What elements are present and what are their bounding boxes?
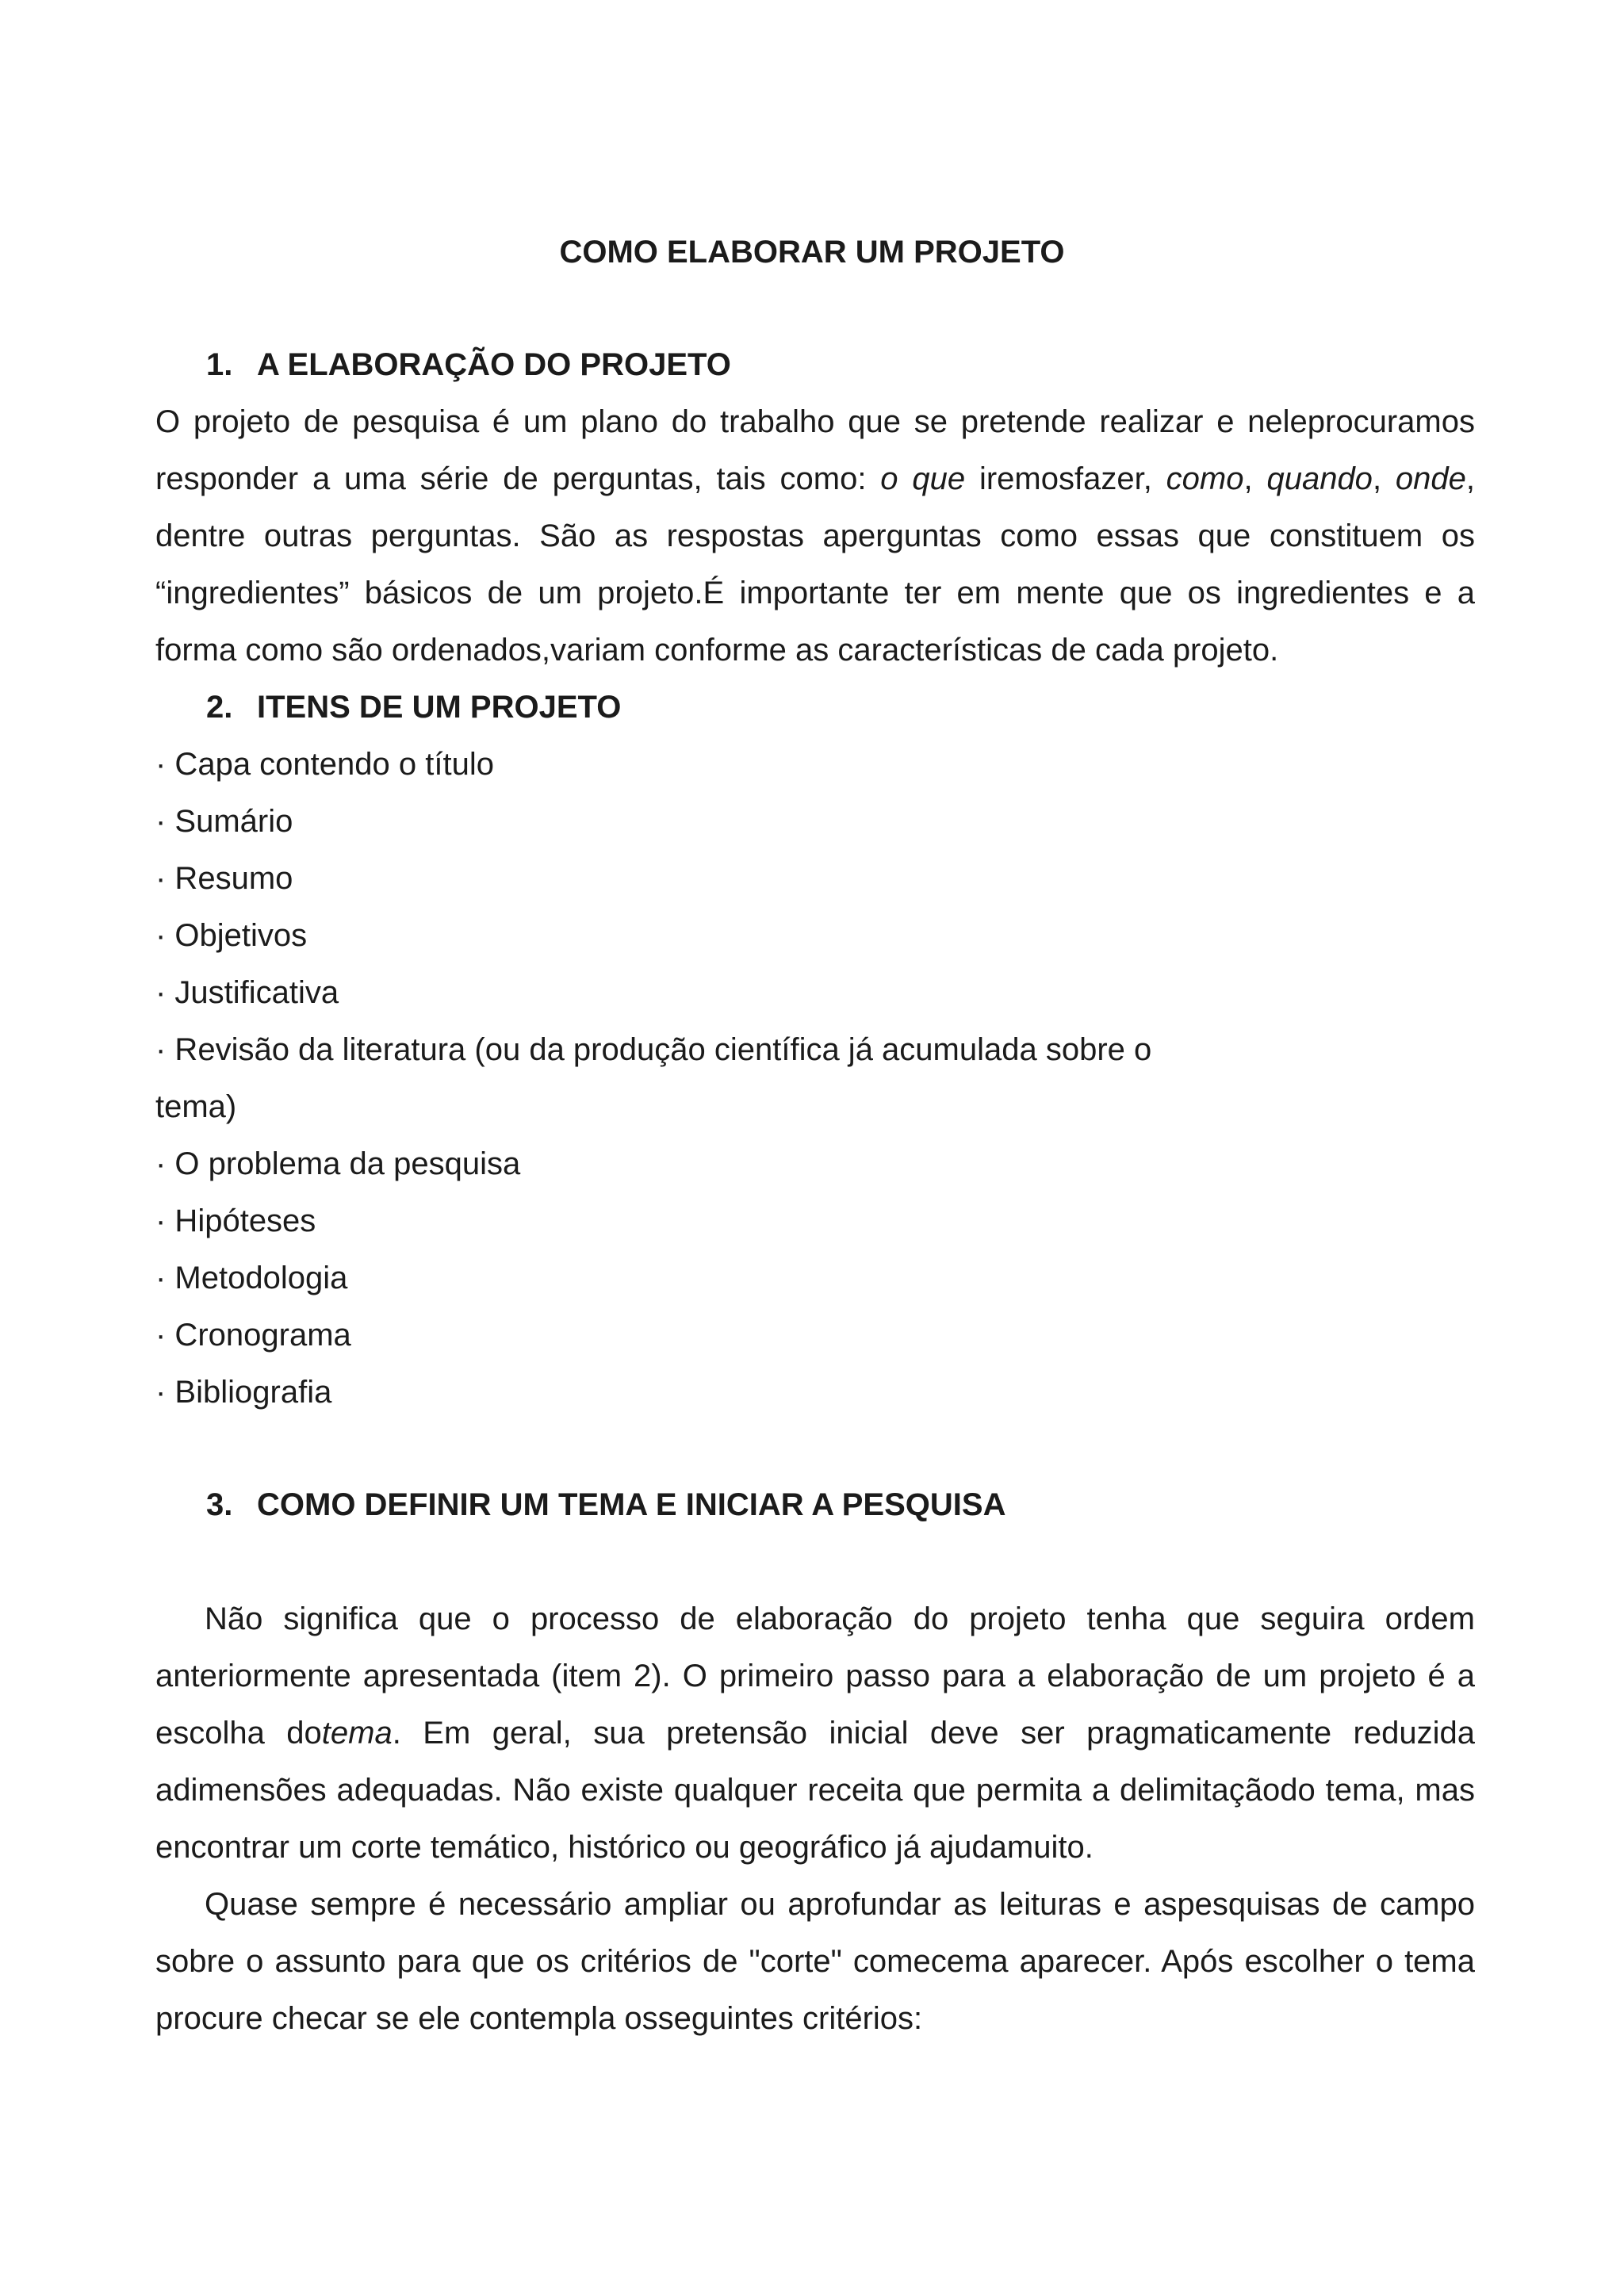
list-item: · Cronograma	[155, 1318, 351, 1353]
paragraph-text: Não significa que o processo de elaboração do projeto tenha que seguira ordem anteriormente apresentada (item 2). O primeiro passo para a elaboração de um projeto é a escolha do	[155, 1601, 1475, 1751]
paragraph-text: O projeto de pesquisa é um plano do trabalho que se pretende realizar e neleprocuramos responder a uma série de perguntas, tais como:	[155, 404, 1475, 496]
paragraph-text: , dentre outras perguntas. São as respostas aperguntas como essas que constituem os “ingredientes” básicos de um projeto.É importante ter em mente que os ingredientes e a forma como são ordenados,variam conforme as características de cada projeto.	[155, 461, 1476, 668]
section-2-number: 2.	[206, 690, 233, 725]
section-1-number: 1.	[206, 347, 233, 382]
list-item: · Sumário	[155, 804, 293, 839]
section-3-title: COMO DEFINIR UM TEMA E INICIAR A PESQUISA	[257, 1487, 1006, 1522]
italic-term: como	[1166, 461, 1244, 496]
list-item: · Bibliografia	[155, 1375, 332, 1410]
section-3	[155, 1476, 1475, 1533]
list-item: · Resumo	[155, 861, 293, 896]
list-item: · Objetivos	[155, 918, 308, 953]
section-1	[155, 336, 1475, 1421]
section-3-heading	[155, 1476, 1475, 1533]
paragraph-text: ,	[1243, 461, 1267, 496]
paragraph-text: iremosfazer,	[965, 461, 1166, 496]
italic-term: tema	[321, 1716, 393, 1751]
paragraph-text: ,	[1372, 461, 1396, 496]
list-item: · Justificativa	[155, 975, 339, 1010]
section-3-number: 3.	[206, 1487, 233, 1522]
section-2-title: ITENS DE UM PROJETO	[257, 690, 622, 725]
list-item: · Revisão da literatura (ou da produção científica já acumulada sobre o	[155, 1032, 1152, 1067]
project-items-list	[155, 736, 1475, 1421]
section-2-heading	[155, 679, 1475, 736]
list-item: · O problema da pesquisa	[155, 1146, 521, 1181]
italic-term: onde	[1395, 461, 1466, 496]
section-3-paragraph-2: Quase sempre é necessário ampliar ou aprofundar as leituras e aspesquisas de campo sobre o assunto para que os critérios de "corte" comecema aparecer. Após escolher o tema procure checar se ele contempla osseguintes critérios:	[155, 1887, 1475, 2036]
document-title: COMO ELABORAR UM PROJETO	[559, 235, 1065, 270]
section-3-paragraph-1	[155, 1590, 1475, 1876]
section-1-title: A ELABORAÇÃO DO PROJETO	[257, 347, 731, 382]
italic-term: quando	[1266, 461, 1373, 496]
section-1-paragraph	[155, 393, 1475, 679]
list-item: · Hipóteses	[155, 1203, 316, 1238]
list-item: tema)	[155, 1089, 237, 1124]
section-3-body	[155, 1590, 1475, 2047]
list-item: · Metodologia	[155, 1261, 348, 1295]
list-item: · Capa contendo o título	[155, 747, 494, 782]
paragraph-text: . Em geral, sua pretensão inicial deve ser pragmaticamente reduzida adimensões adequadas. Não existe qualquer receita que permita a delimitaçãodo tema, mas encontrar um corte temático, histórico ou geográfico já ajudamuito.	[155, 1716, 1475, 1865]
section-1-heading	[155, 336, 1475, 393]
italic-term: o que	[880, 461, 966, 496]
